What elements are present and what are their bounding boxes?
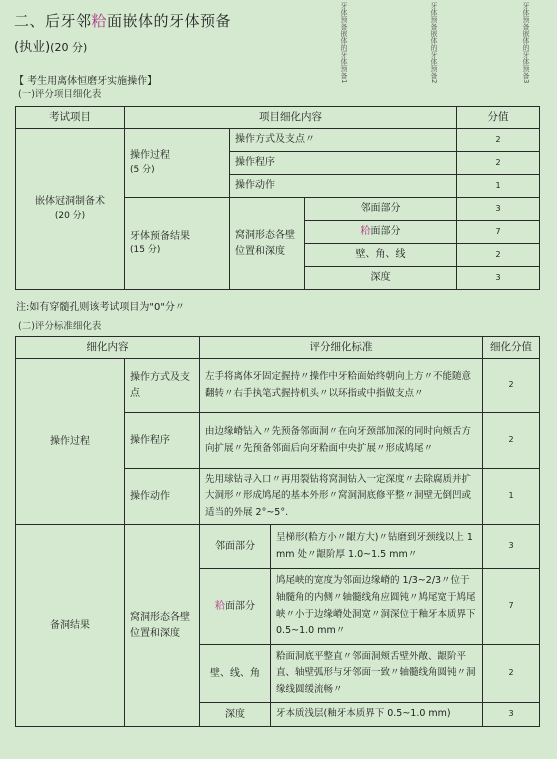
vertical-note-1: 牙体预备嵌体的牙体预备1 — [340, 2, 348, 84]
header-score: 分值 — [457, 107, 540, 129]
row-label: 粭面部分 — [200, 569, 271, 645]
row-score: 1 — [483, 469, 540, 525]
vertical-note-2: 牙体预备嵌体的牙体预备2 — [430, 2, 438, 84]
row-label: 壁、角、线 — [305, 244, 457, 267]
row-score: 2 — [457, 129, 540, 152]
page-title: 二、后牙邻粭面嵌体的牙体预备 — [14, 12, 232, 30]
row-score: 3 — [457, 267, 540, 290]
header-exam-item: 考试项目 — [16, 107, 125, 129]
table2-caption: (二)评分标准细化表 — [18, 321, 102, 332]
score-items-table — [15, 106, 540, 290]
row-score: 1 — [457, 175, 540, 198]
row-score: 3 — [457, 198, 540, 221]
row-label: 操作动作 — [125, 469, 200, 525]
row-label: 邻面部分 — [305, 198, 457, 221]
row-label: 壁、线、角 — [200, 645, 271, 703]
row-score: 3 — [483, 703, 540, 727]
row-score: 2 — [483, 645, 540, 703]
note-text: 注:如有穿髓孔则该考试项目为"0"分〃 — [16, 302, 185, 313]
exam-item-cell: 嵌体冠洞制备术 (20 分) — [16, 129, 125, 290]
row-label: 粭面部分 — [305, 221, 457, 244]
row-label: 操作动作 — [230, 175, 457, 198]
row-text: 鸠尾峡的宽度为邻面边缘嵴的 1/3~2/3〃位于轴髓角的内侧〃轴髓线角应圆钝〃鸠尾宽于鸠尾峡〃小于边缘嵴处洞宽〃洞深位于釉牙本质界下 0.5~1.0 mm〃 — [271, 569, 483, 645]
row-score: 7 — [483, 569, 540, 645]
scoring-standards-table — [15, 336, 540, 727]
row-label: 操作方式及支点 — [125, 359, 200, 413]
row-label: 深度 — [305, 267, 457, 290]
group-result: 牙体预备结果 (15 分) — [125, 198, 230, 290]
group-process: 操作过程 (5 分) — [125, 129, 230, 198]
header-score: 细化分值 — [483, 337, 540, 359]
row-text: 粭面洞底平整直〃邻面洞颊舌壁外敞、龈阶平直、轴壁弧形与牙邻面一致〃轴髓线角圆钝〃洞缘线圆缓流畅〃 — [271, 645, 483, 703]
row-text: 左手将离体牙固定握持〃操作中牙粭面始终朝向上方〃不能随意翻转〃右手执笔式握持机头〃以环指或中指做支点〃 — [200, 359, 483, 413]
row-score: 7 — [457, 221, 540, 244]
process-cell: 操作过程 — [16, 359, 125, 525]
highlighted-char: 粭 — [91, 12, 108, 30]
row-text: 由边缘嵴钻入〃先预备邻面洞〃在向牙颈部加深的同时向颊舌方向扩展〃先预备邻面后向牙粭面中央扩展〃形成鸠尾〃 — [200, 413, 483, 469]
vertical-note-3: 牙体预备嵌体的牙体预备3 — [522, 2, 530, 84]
result-sub: 窝洞形态各壁位置和深度 — [125, 525, 200, 727]
header-detail: 项目细化内容 — [125, 107, 457, 129]
group-result-sub: 窝洞形态各壁位置和深度 — [230, 198, 305, 290]
row-score: 2 — [457, 152, 540, 175]
header-content: 细化内容 — [16, 337, 200, 359]
header-standard: 评分细化标准 — [200, 337, 483, 359]
row-text: 先用球钻寻入口〃再用裂钻将窝洞钻入一定深度〃去除腐质并扩大洞形〃形成鸠尾的基本外形〃窝洞洞底修平整〃洞壁无倒凹或适当的外展 2°~5°. — [200, 469, 483, 525]
result-cell: 备洞结果 — [16, 525, 125, 727]
section-title: 【 考生用离体恒磨牙实施操作】 — [14, 76, 158, 87]
row-text: 牙本质浅层(釉牙本质界下 0.5~1.0 mm) — [271, 703, 483, 727]
row-score: 2 — [483, 359, 540, 413]
row-score: 2 — [483, 413, 540, 469]
row-label: 操作程序 — [230, 152, 457, 175]
row-label: 操作程序 — [125, 413, 200, 469]
row-text: 呈梯形(粭方小〃龈方大)〃钻磨到牙颈线以上 1 mm 处〃龈阶厚 1.0~1.5 mm〃 — [271, 525, 483, 569]
row-score: 2 — [457, 244, 540, 267]
row-label: 操作方式及支点〃 — [230, 129, 457, 152]
row-label: 邻面部分 — [200, 525, 271, 569]
page-subtitle: (执业)(20 分) — [14, 40, 88, 55]
row-label: 深度 — [200, 703, 271, 727]
table1-caption: (一)评分项目细化表 — [18, 89, 102, 100]
row-score: 3 — [483, 525, 540, 569]
